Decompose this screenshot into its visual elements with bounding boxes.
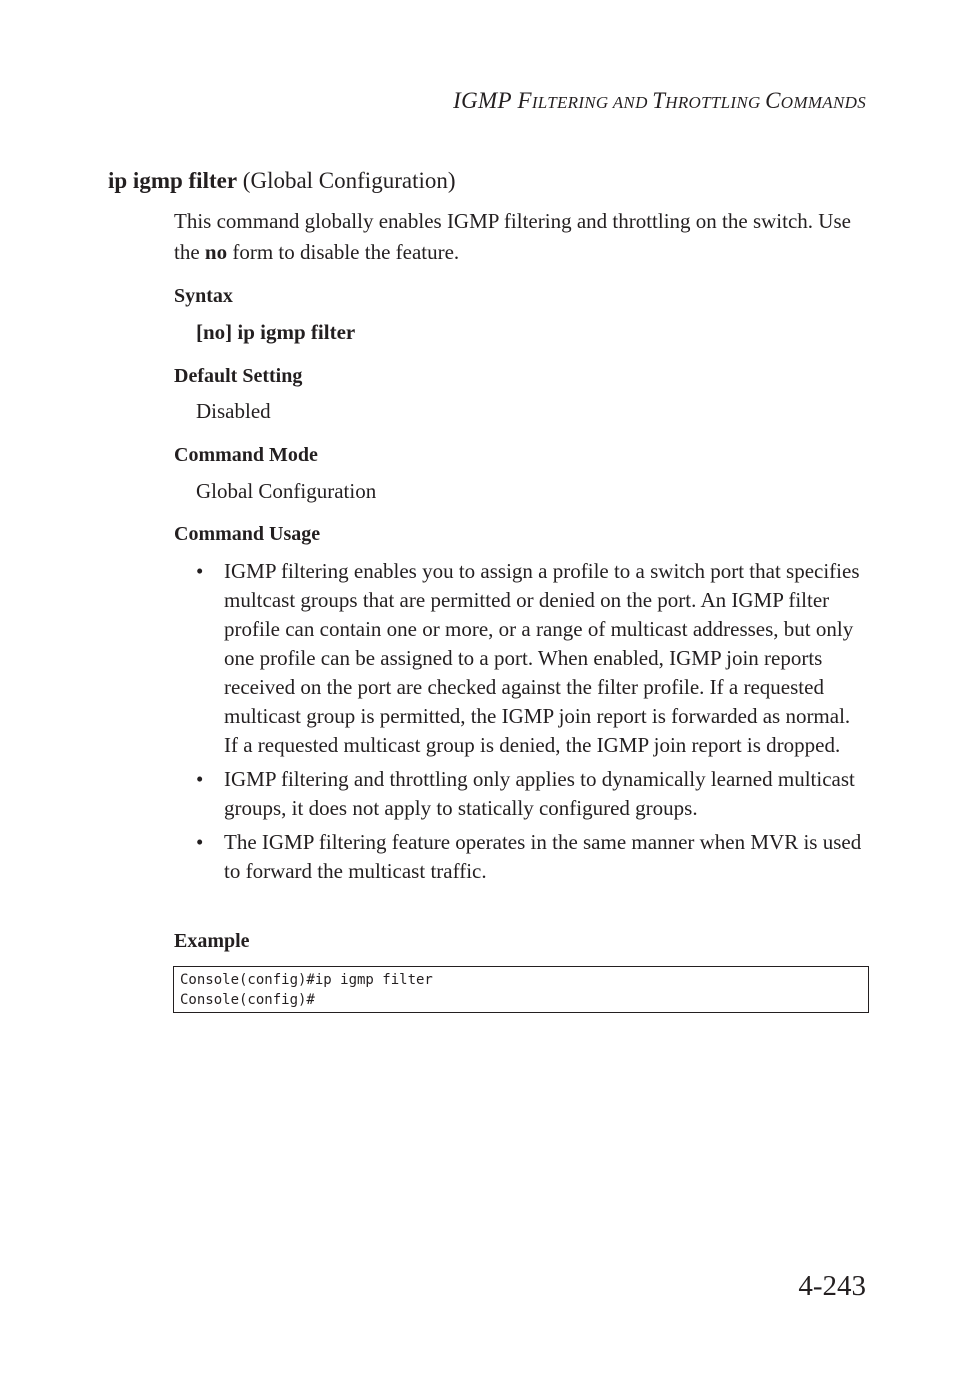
header-text-6: OMMANDS	[780, 93, 866, 112]
bullet-icon: •	[196, 559, 204, 583]
code-line: Console(config)#	[180, 992, 315, 1008]
command-context: (Global Configuration)	[242, 168, 456, 193]
header-text-3: T	[652, 88, 666, 113]
running-header	[453, 88, 866, 114]
list-item	[196, 765, 866, 823]
header-text-5: C	[765, 88, 781, 113]
example-heading: Example	[174, 930, 250, 952]
default-setting-heading: Default Setting	[174, 365, 303, 387]
page-number: 4-243	[798, 1270, 866, 1302]
header-text-1: IGMP F	[453, 88, 532, 113]
command-usage-heading: Command Usage	[174, 523, 321, 545]
command-usage-list	[196, 557, 866, 891]
list-item	[196, 828, 866, 886]
usage-item-text: IGMP filtering enables you to assign a profile to a switch port that specifies multcast groups that are permitted or denied on the port. An IGMP filter profile can contain one or more, or a range of multicast addresses, but only one profile can be assigned to a port. When enabled, IGMP join reports received on the port are checked against the filter profile. If a requested multicast group is permitted, the IGMP join report is forwarded as normal. If a requested multicast group is denied, the IGMP join report is dropped.	[224, 559, 860, 757]
usage-item-text: IGMP filtering and throttling only applies to dynamically learned multicast groups, it does not apply to statically configured groups.	[224, 767, 855, 820]
description-text-a: This command globally enables IGMP filtering and throttling on the switch. Use the	[174, 209, 851, 264]
command-mode-heading: Command Mode	[174, 444, 318, 466]
default-setting-value: Disabled	[196, 399, 271, 423]
description-text-b: form to disable the feature.	[227, 240, 460, 264]
bullet-icon: •	[196, 830, 204, 854]
bullet-icon: •	[196, 767, 204, 791]
usage-item-text: The IGMP filtering feature operates in the same manner when MVR is used to forward the multicast traffic.	[224, 830, 862, 883]
command-title	[108, 168, 456, 194]
command-mode-value: Global Configuration	[196, 479, 377, 503]
description-bold-no: no	[204, 240, 228, 264]
syntax-line: [no] ip igmp filter	[196, 320, 356, 344]
example-code-block	[173, 966, 869, 1013]
syntax-heading: Syntax	[174, 285, 233, 307]
command-description	[174, 206, 864, 268]
header-text-2: ILTERING AND	[531, 93, 653, 112]
command-name: ip igmp filter	[108, 168, 238, 193]
code-line: Console(config)#ip igmp filter	[180, 972, 433, 988]
header-text-4: HROTTLING	[665, 93, 766, 112]
list-item	[196, 557, 866, 760]
